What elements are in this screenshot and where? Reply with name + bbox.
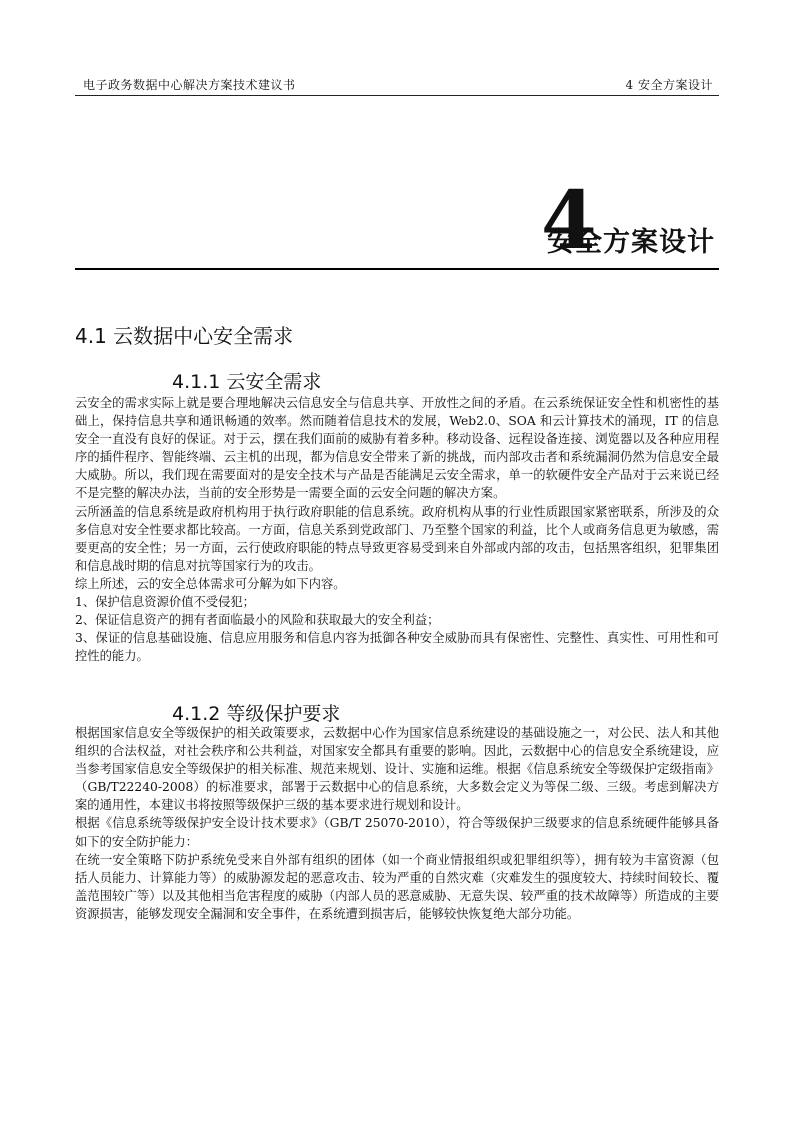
list-item: 3、保证的信息基础设施、信息应用服务和信息内容为抵御各种安全威胁而具有保密性、完整性、真实性、可用性和可控性的能力。 — [75, 631, 719, 664]
section-title: 4.1 云数据中心安全需求 — [75, 324, 294, 348]
paragraph: 根据《信息系统等级保护安全设计技术要求》（GB/T 25070-2010），符合等级保护三级要求的信息系统硬件能够具备如下的安全防护能力： — [75, 816, 719, 849]
paragraph: 在统一安全策略下防护系统免受来自外部有组织的团体（如一个商业情报组织或犯罪组织等），拥有较为丰富资源（包括人员能力、计算能力等）的威胁源发起的恶意攻击、较为严重的自然灾难（灾难发生的强度较大、持续时间较长、覆盖范围较广等）以及其他相当危害程度的威胁（内部人员的恶意威胁、无意失误、较严重的技术故障等）所造成的主要资源损害，能够发现安全漏洞和安全事件，在系统遭到损害后，能够较快恢复绝大部分功能。 — [75, 852, 719, 921]
subsection-title-cloud-security: 4.1.1 云安全需求 — [172, 371, 322, 393]
subsection-title-grade-protection: 4.1.2 等级保护要求 — [172, 703, 341, 725]
page-header — [75, 78, 719, 96]
header-document-title: 电子政务数据中心解决方案技术建议书 — [83, 78, 296, 92]
paragraph: 根据国家信息安全等级保护的相关政策要求，云数据中心作为国家信息系统建设的基础设施之一，对公民、法人和其他组织的合法权益，对社会秩序和公共利益，对国家安全都具有重要的影响。因此，云数据中心的信息安全系统建设，应当参考国家信息安全等级保护的相关标准、规范来规划、设计、实施和运维。根据《信息系统安全等级保护定级指南》（GB/T22240-2008）的标准要求，部署于云数据中心的信息系统，大多数会定义为等保二级、三级。考虑到解决方案的通用性，本建议书将按照等级保护三级的基本要求进行规划和设计。 — [75, 726, 719, 813]
subsection-body-grade-protection — [75, 724, 719, 923]
header-chapter-label: 4 安全方案设计 — [625, 78, 713, 92]
chapter-number: 4 — [541, 173, 597, 267]
chapter-title: 安全方案设计 — [547, 227, 715, 258]
paragraph: 云安全的需求实际上就是要合理地解决云信息安全与信息共享、开放性之间的矛盾。在云系统保证安全性和机密性的基础上，保持信息共享和通讯畅通的效率。然而随着信息技术的发展，Web2.0、SOA 和云计算技术的涌现，IT 的信息安全一直没有良好的保证。对于云，摆在我们面前的威胁有着多种。移动设备、远程设备连接、浏览器以及各种应用程序的插件程序、智能终端、云主机的出现，都为信息安全带来了新的挑战，而内部攻击者和系统漏洞仍然为信息安全最大威胁。所以，我们现在需要面对的是安全技术与产品是否能满足云安全需求，单一的软硬件安全产品对于云来说已经不是完整的解决办法，当前的安全形势是一需要全面的云安全问题的解决方案。 — [75, 396, 719, 501]
list-item: 2、保证信息资产的拥有者面临最小的风险和获取最大的安全利益； — [75, 613, 440, 628]
chapter-heading — [75, 173, 719, 270]
list-item: 1、保护信息资源价值不受侵犯； — [75, 595, 255, 610]
paragraph: 综上所述，云的安全总体需求可分解为如下内容。 — [75, 576, 346, 591]
paragraph: 云所涵盖的信息系统是政府机构用于执行政府职能的信息系统。政府机构从事的行业性质跟国家紧密联系，所涉及的众多信息对安全性要求都比较高。一方面，信息关系到党政部门、乃至整个国家的利益，比个人或商务信息更为敏感，需要更高的安全性；另一方面，云行使政府职能的特点导致更容易受到来自外部或内部的攻击，包括黑客组织，犯罪集团和信息战时期的信息对抗等国家行为的攻击。 — [75, 504, 719, 573]
subsection-body-cloud-security — [75, 394, 719, 665]
